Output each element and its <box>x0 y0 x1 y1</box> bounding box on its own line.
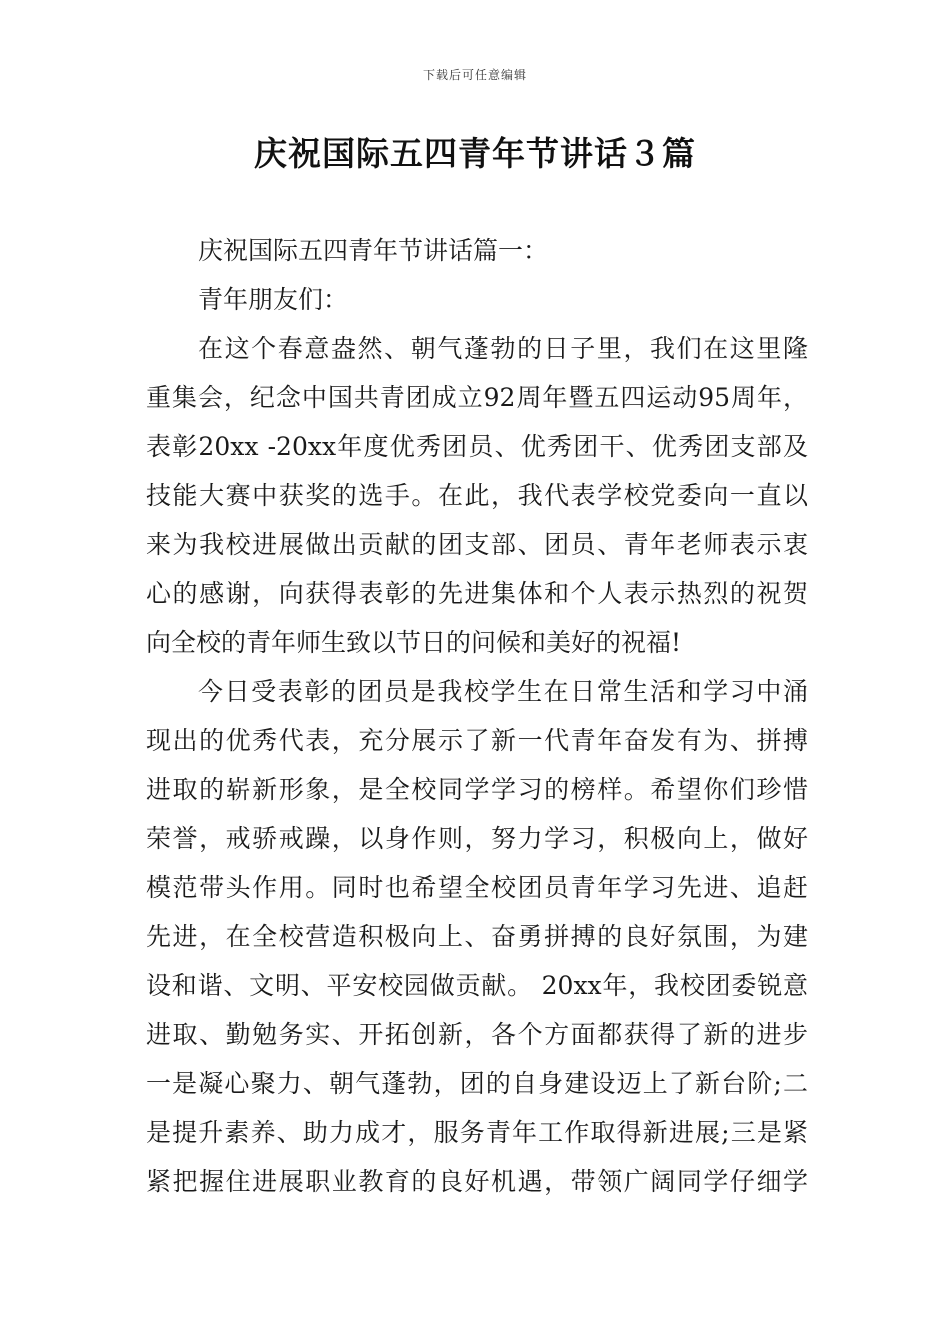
text-line: 来为我校进展做出贡献的团支部、团员、青年老师表示衷 <box>146 530 808 559</box>
text-line: 青年朋友们： <box>198 285 349 314</box>
text-line: 进取、勤勉务实、开拓创新，各个方面都获得了新的进步 <box>146 1020 808 1049</box>
text-line: 模范带头作用。同时也希望全校团员青年学习先进、追赶 <box>146 873 808 902</box>
text-line: 表彰20xx -20xx年度优秀团员、优秀团干、优秀团支部及 <box>146 432 808 461</box>
text-line: 一是凝心聚力、朝气蓬勃，团的自身建设迈上了新台阶;二 <box>146 1069 808 1098</box>
text-line: 现出的优秀代表，充分展示了新一代青年奋发有为、拼搏 <box>146 726 808 755</box>
text-line: 向全校的青年师生致以节日的问候和美好的祝福! <box>146 628 682 657</box>
text-line: 在这个春意盎然、朝气蓬勃的日子里，我们在这里隆 <box>198 334 808 363</box>
text-line: 今日受表彰的团员是我校学生在日常生活和学习中涌 <box>198 677 808 706</box>
text-line: 紧把握住进展职业教育的良好机遇，带领广阔同学仔细学 <box>146 1167 808 1196</box>
text-line: 进取的崭新形象，是全校同学学习的榜样。希望你们珍惜 <box>146 775 808 804</box>
text-line: 设和谐、文明、平安校园做贡献。 20xx年，我校团委锐意 <box>146 971 808 1000</box>
text-line: 重集会，纪念中国共青团成立92周年暨五四运动95周年， <box>146 383 808 412</box>
text-line: 荣誉，戒骄戒躁，以身作则，努力学习，积极向上，做好 <box>146 824 808 853</box>
text-line: 心的感谢，向获得表彰的先进集体和个人表示热烈的祝贺 <box>146 579 808 608</box>
text-line: 先进，在全校营造积极向上、奋勇拼搏的良好氛围，为建 <box>146 922 808 951</box>
text-line: 庆祝国际五四青年节讲话篇一： <box>198 236 549 265</box>
document-body <box>146 226 808 1206</box>
page-header-note: 下载后可任意编辑 <box>422 68 527 82</box>
text-line: 技能大赛中获奖的选手。在此，我代表学校党委向一直以 <box>146 481 808 510</box>
text-line: 是提升素养、助力成才，服务青年工作取得新进展;三是紧 <box>146 1118 808 1147</box>
document-title: 庆祝国际五四青年节讲话３篇 <box>254 134 696 173</box>
